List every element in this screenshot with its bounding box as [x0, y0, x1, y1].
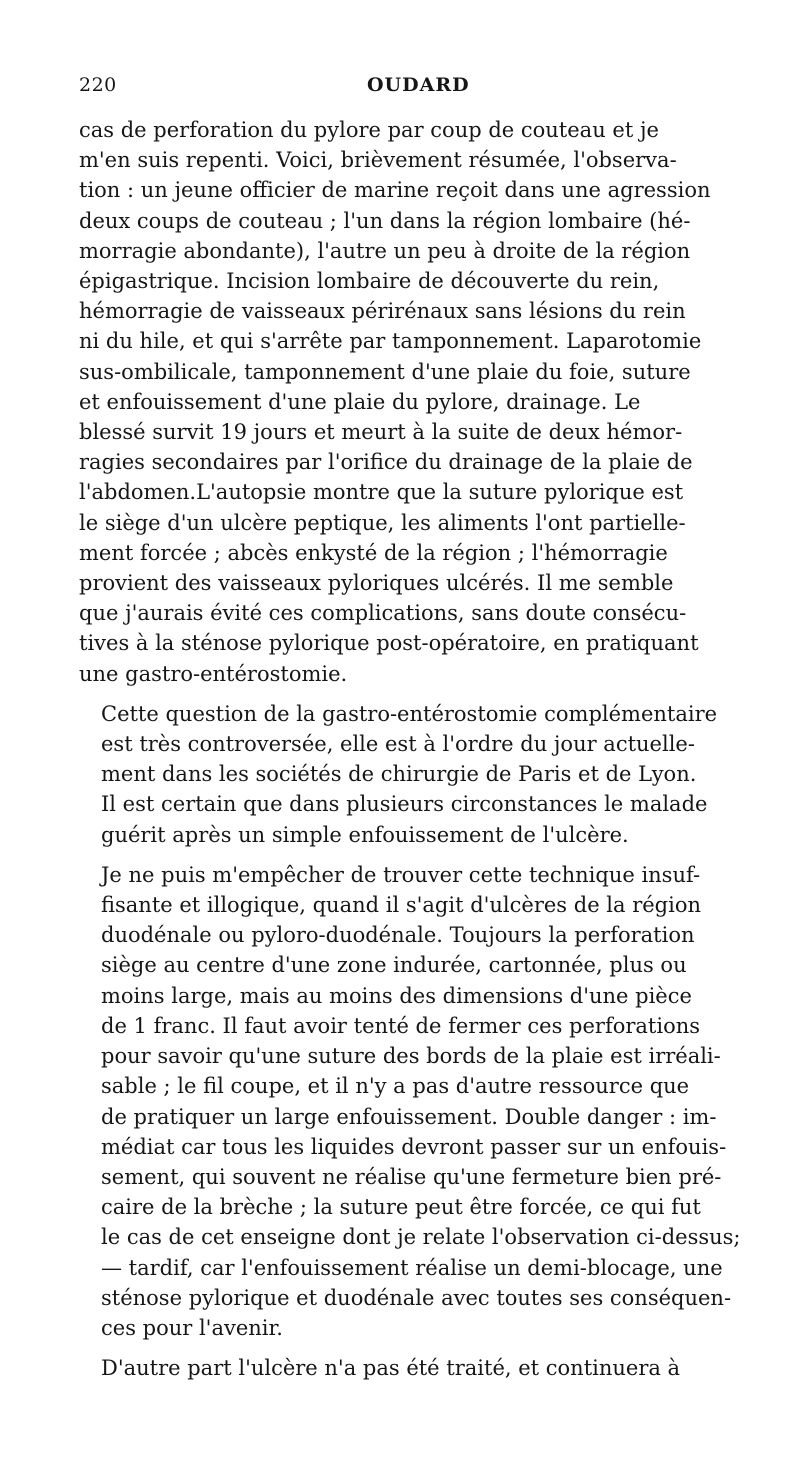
paragraph: [79, 1353, 755, 1383]
running-title: OUDARD: [367, 74, 470, 96]
text-line: le siège d'un ulcère peptique, les aliments l'ont partielle-: [79, 510, 686, 535]
text-line: ni du hile, et qui s'arrête par tamponnement. Laparotomie: [79, 329, 702, 354]
text-line: morragie abondante), l'autre un peu à droite de la région: [79, 238, 691, 263]
text-line: de 1 franc. Il faut avoir tenté de fermer ces perforations: [101, 1013, 701, 1038]
text-line: épigastrique. Incision lombaire de découverte du rein,: [79, 269, 660, 294]
text-line: hémorragie de vaisseaux périrénaux sans lésions du rein: [79, 299, 686, 324]
text-line: tion : un jeune officier de marine reçoit dans une agression: [79, 178, 711, 203]
text-line: — tardif, car l'enfouissement réalise un demi-blocage, une: [101, 1255, 723, 1280]
text-line: guérit après un simple enfouissement de l'ulcère.: [101, 822, 629, 847]
text-line: sus-ombilicale, tamponnement d'une plaie du foie, suture: [79, 359, 691, 384]
text-line: Je ne puis m'empêcher de trouver cette technique insuf-: [101, 862, 701, 887]
text-line: D'autre part l'ulcère n'a pas été traité, et continuera à: [101, 1356, 681, 1381]
text-line: blessé survit 19 jours et meurt à la suite de deux hémor-: [79, 420, 683, 445]
text-line: Il est certain que dans plusieurs circonstances le malade: [101, 792, 708, 817]
page-header: [79, 74, 755, 104]
text-line: fisante et illogique, quand il s'agit d'ulcères de la région: [101, 893, 702, 918]
text-line: l'abdomen.L'autopsie montre que la suture pylorique est: [79, 480, 684, 505]
text-line: que j'aurais évité ces complications, sans doute consécu-: [79, 601, 687, 626]
text-line: duodénale ou pyloro-duodénale. Toujours la perforation: [101, 923, 695, 948]
text-line: sement, qui souvent ne réalise qu'une fermeture bien pré-: [101, 1164, 722, 1189]
text-line: cas de perforation du pylore par coup de couteau et je: [79, 118, 659, 142]
paragraph: [79, 699, 755, 850]
body-text: [79, 115, 755, 1383]
text-line: ces pour l'avenir.: [101, 1315, 283, 1340]
text-line: provient des vaisseaux pyloriques ulcérés. Il me semble: [79, 571, 674, 596]
text-line: tives à la sténose pylorique post-opératoire, en pratiquant: [79, 631, 699, 656]
paragraph: [79, 860, 755, 1343]
text-line: m'en suis repenti. Voici, brièvement résumée, l'observa-: [79, 148, 677, 173]
text-line: sténose pylorique et duodénale avec toutes ses conséquen-: [101, 1285, 732, 1310]
text-line: ment dans les sociétés de chirurgie de Paris et de Lyon.: [101, 762, 697, 787]
paragraph: [79, 115, 755, 689]
text-line: ment forcée ; abcès enkysté de la région ; l'hémorragie: [79, 540, 668, 565]
text-line: le cas de cet enseigne dont je relate l'observation ci-dessus;: [101, 1225, 741, 1250]
text-line: de pratiquer un large enfouissement. Double danger : im-: [101, 1104, 717, 1129]
text-line: pour savoir qu'une suture des bords de la plaie est irréali-: [101, 1044, 721, 1069]
text-line: deux coups de couteau ; l'un dans la région lombaire (hé-: [79, 208, 691, 233]
text-line: siège au centre d'une zone indurée, cartonnée, plus ou: [101, 953, 687, 978]
text-line: caire de la brèche ; la suture peut être forcée, ce qui fut: [101, 1195, 701, 1220]
text-line: moins large, mais au moins des dimensions d'une pièce: [101, 983, 692, 1008]
page-number: 220: [79, 74, 117, 96]
text-line: Cette question de la gastro-entérostomie complémentaire: [101, 701, 718, 726]
text-line: et enfouissement d'une plaie du pylore, drainage. Le: [79, 389, 641, 414]
text-line: ragies secondaires par l'orifice du drainage de la plaie de: [79, 450, 693, 475]
text-line: sable ; le fil coupe, et il n'y a pas d'autre ressource que: [101, 1074, 690, 1099]
text-line: une gastro-entérostomie.: [79, 661, 348, 686]
text-line: est très controversée, elle est à l'ordre du jour actuelle-: [101, 732, 695, 757]
text-line: médiat car tous les liquides devront passer sur un enfouis-: [101, 1134, 727, 1159]
